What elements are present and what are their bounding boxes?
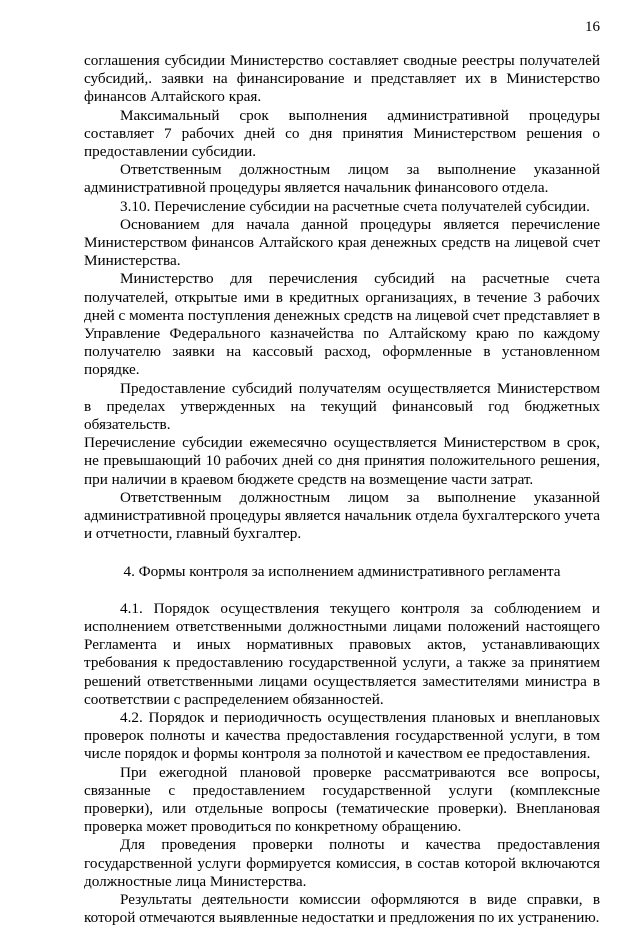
- paragraph-4-1: 4.1. Порядок осуществления текущего контроля за соблюдением и исполнением ответственными должностными лицами положений настоящего Регламента и иных нормативных правовых актов, устанавливающих требования к предоставлению государственной услуги, а также за принятием решений ответственными лицами осуществляется заместителями министра в соответствии с распределением обязанностей.: [84, 599, 600, 708]
- paragraph-commission: Для проведения проверки полноты и качества предоставления государственной услуги формируется комиссия, в состав которой включаются должностные лица Министерства.: [84, 836, 600, 890]
- page-number: 16: [585, 19, 600, 35]
- paragraph-4-2: 4.2. Порядок и периодичность осуществления плановых и внеплановых проверок полноты и качества предоставления государственной услуги, в том числе порядок и формы контроля за полнотой и качеством ее предоставления.: [84, 708, 600, 763]
- paragraph-provision-limits: Предоставление субсидий получателям осуществляется Министерством в пределах утвержденных на текущий финансовый год бюджетных обязательств.: [84, 379, 600, 434]
- paragraph-max-term: Максимальный срок выполнения административной процедуры составляет 7 рабочих дней со дня принятия Министерством решения о предоставлении субсидии.: [84, 106, 600, 161]
- paragraph-basis: Основанием для начала данной процедуры является перечисление Министерством финансов Алтайского края денежных средств на лицевой счет Министерства.: [84, 215, 600, 270]
- paragraph-monthly-transfer: Перечисление субсидии ежемесячно осуществляется Министерством в срок, не превышающий 10 рабочих дней со дня принятия положительного решения, при наличии в краевом бюджете средств на возмещение части затрат.: [84, 434, 600, 488]
- section-heading: 4. Формы контроля за исполнением административного регламента: [123, 563, 561, 581]
- paragraph-responsible-accounting: Ответственным должностным лицом за выполнение указанной административной процедуры является начальник отдела бухгалтерского учета и отчетности, главный бухгалтер.: [84, 488, 600, 543]
- paragraph-3-10-title: 3.10. Перечисление субсидии на расчетные счета получателей субсидии.: [120, 197, 590, 215]
- paragraph-transfer-procedure: Министерство для перечисления субсидий на расчетные счета получателей, открытые ими в кредитных организациях, в течение 3 рабочих дней с момента поступления денежных средств на лицевой счет представляет в Управление Федерального казначейства по Алтайскому краю по каждому получателю заявки на кассовый расход, оформленные в установленном порядке.: [84, 270, 600, 379]
- paragraph-responsible-finance: Ответственным должностным лицом за выполнение указанной административной процедуры является начальник финансового отдела.: [84, 161, 600, 197]
- paragraph-results: Результаты деятельности комиссии оформляются в виде справки, в которой отмечаются выявленные недостатки и предложения по их устранению.: [84, 890, 600, 927]
- paragraph-subsidy-registers: соглашения субсидии Министерство составляет сводные реестры получателей субсидий,. заявки на финансирование и представляет их в Министерство финансов Алтайского края.: [84, 52, 600, 106]
- paragraph-annual-check: При ежегодной плановой проверке рассматриваются все вопросы, связанные с предоставлением государственной услуги (комплексные проверки), или отдельные вопросы (тематические проверки). Внеплановая проверка может проводиться по конкретному обращению.: [84, 763, 600, 836]
- page-content: [84, 52, 600, 927]
